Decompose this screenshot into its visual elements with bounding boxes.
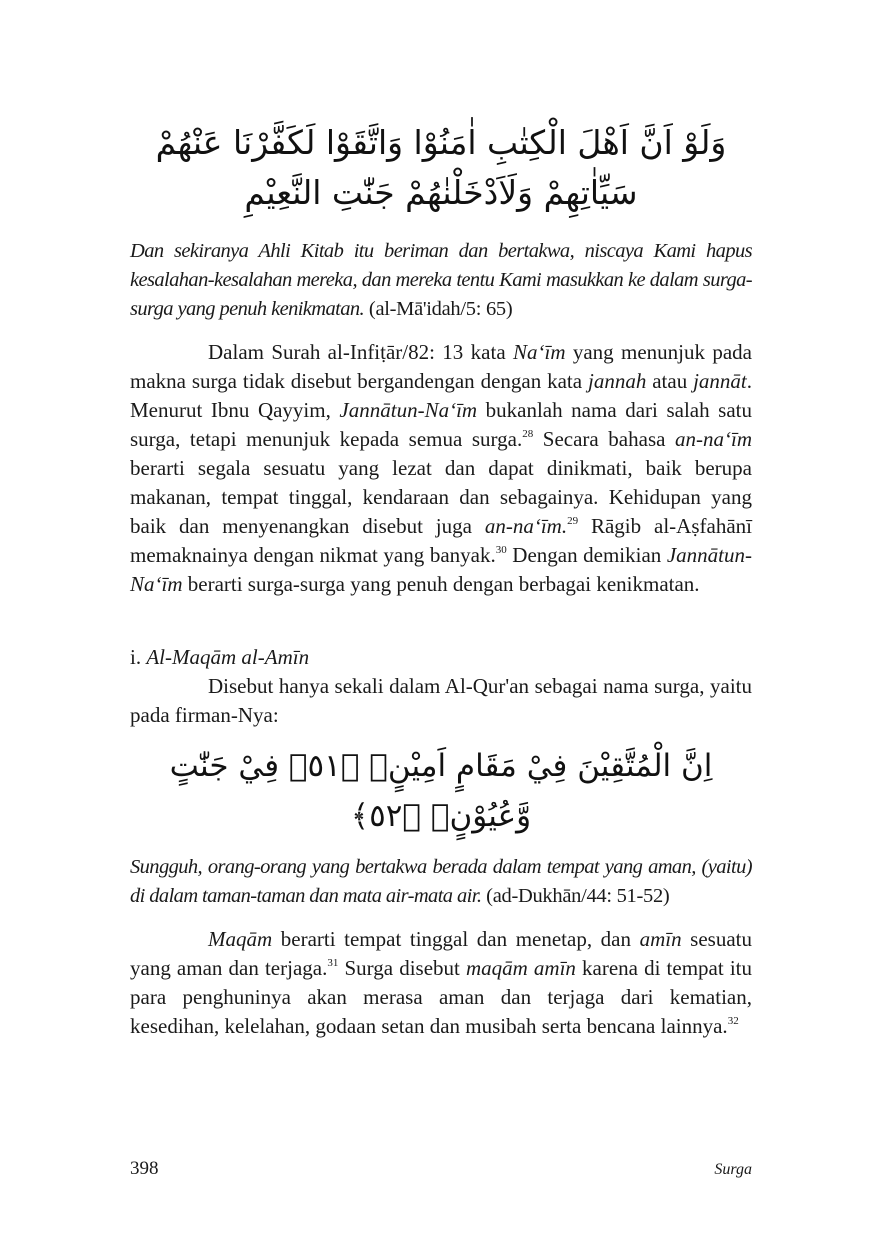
text: Rāgib al-Aṣfahānī memaknainya dengan nikmat yang banyak.: [130, 514, 752, 567]
text: Dengan demikian: [506, 543, 667, 567]
section-heading: [130, 643, 752, 672]
term: jannah: [587, 369, 647, 393]
page-footer: [130, 1128, 752, 1180]
translation-text: Sungguh, orang-orang yang bertakwa berada dalam tempat yang aman, (yaitu) di dalam taman-taman dan mata air-mata air.: [130, 856, 752, 907]
page-number: 398: [130, 1158, 159, 1179]
running-title: Surga: [714, 1161, 752, 1178]
text: atau: [646, 369, 694, 393]
text: berarti segala sesuatu yang lezat dan dapat dinikmati, baik berupa makanan, tempat tinggal, kendaraan dan sebagainya. Kehidupan yang baik dan menyenangkan disebut juga: [130, 456, 752, 538]
quran-verse-maidah-65: وَلَوْ اَنَّ اَهْلَ الْكِتٰبِ اٰمَنُوْا وَاتَّقَوْا لَكَفَّرْنَا عَنْهُمْ سَيِّاٰتِهِمْ وَلَاَدْخَلْنٰهُمْ جَنّٰتِ النَّعِيْمِ: [155, 123, 727, 212]
term: Jannātun-Na‘īm: [339, 398, 478, 422]
verse-translation: [130, 853, 752, 911]
verse-translation: [130, 237, 752, 324]
term: jannāt: [693, 369, 747, 393]
term: maqām amīn: [465, 956, 576, 980]
verse-reference: (ad-Dukhān/44: 51-52): [481, 885, 670, 907]
text: Surga disebut: [338, 956, 466, 980]
footnote-ref[interactable]: 31: [327, 957, 339, 969]
text: Dalam Surah al-Infiṭār/82: 13 kata: [208, 340, 513, 364]
text: yang menunjuk pada makna surga tidak disebut bergandengan dengan kata: [130, 340, 753, 393]
text: karena di tempat itu para penghuninya akan merasa aman dan terjaga dari kematian, kesedihan, kelelahan, godaan setan dan musibah serta bencana lainnya.: [130, 956, 752, 1038]
footnote-ref[interactable]: 32: [727, 1015, 739, 1027]
term: amīn: [639, 927, 682, 951]
heading-number: i.: [130, 645, 147, 669]
footnote-ref[interactable]: 29: [567, 515, 579, 527]
verse-reference: (al-Mā'idah/5: 65): [364, 298, 513, 320]
translation-text: Dan sekiranya Ahli Kitab itu beriman dan bertakwa, niscaya Kami hapus kesalahan-kesalahan mereka, dan mereka tentu Kami masukkan ke dalam surga-surga yang penuh kenikmatan.: [130, 240, 752, 320]
paragraph-naim: [130, 338, 752, 599]
paragraph-maqam: [130, 925, 752, 1041]
quran-verse-dukhan-51-52: اِنَّ الْمُتَّقِيْنَ فِيْ مَقَامٍ اَمِيْنٍۙ ﴿٥١﴾ فِيْ جَنّٰتٍ وَّعُيُوْنٍۙ ﴿٥٢﴾: [169, 748, 713, 834]
heading-title: Al-Maqām al-Amīn: [146, 645, 310, 669]
term: an-na‘īm: [675, 427, 752, 451]
text: berarti tempat tinggal dan menetap, dan: [272, 927, 640, 951]
text: . Menurut Ibnu Qayyim,: [130, 369, 753, 422]
text: Secara bahasa: [533, 427, 675, 451]
term: Maqām: [208, 927, 273, 951]
term: an-na‘īm.: [484, 514, 568, 538]
term: Na‘īm: [513, 340, 566, 364]
text: bukanlah nama dari salah satu surga, tetapi menunjuk kepada semua surga.: [130, 398, 752, 451]
footnote-ref[interactable]: 28: [522, 428, 534, 440]
paragraph-intro: Disebut hanya sekali dalam Al-Qur'an sebagai nama surga, yaitu pada firman-Nya:: [130, 674, 752, 727]
footnote-ref[interactable]: 30: [495, 544, 507, 556]
text: berarti surga-surga yang penuh dengan berbagai kenikmatan.: [182, 572, 700, 596]
term: Jannātun-Na‘īm: [130, 543, 753, 596]
text: sesuatu yang aman dan terjaga.: [130, 927, 752, 980]
